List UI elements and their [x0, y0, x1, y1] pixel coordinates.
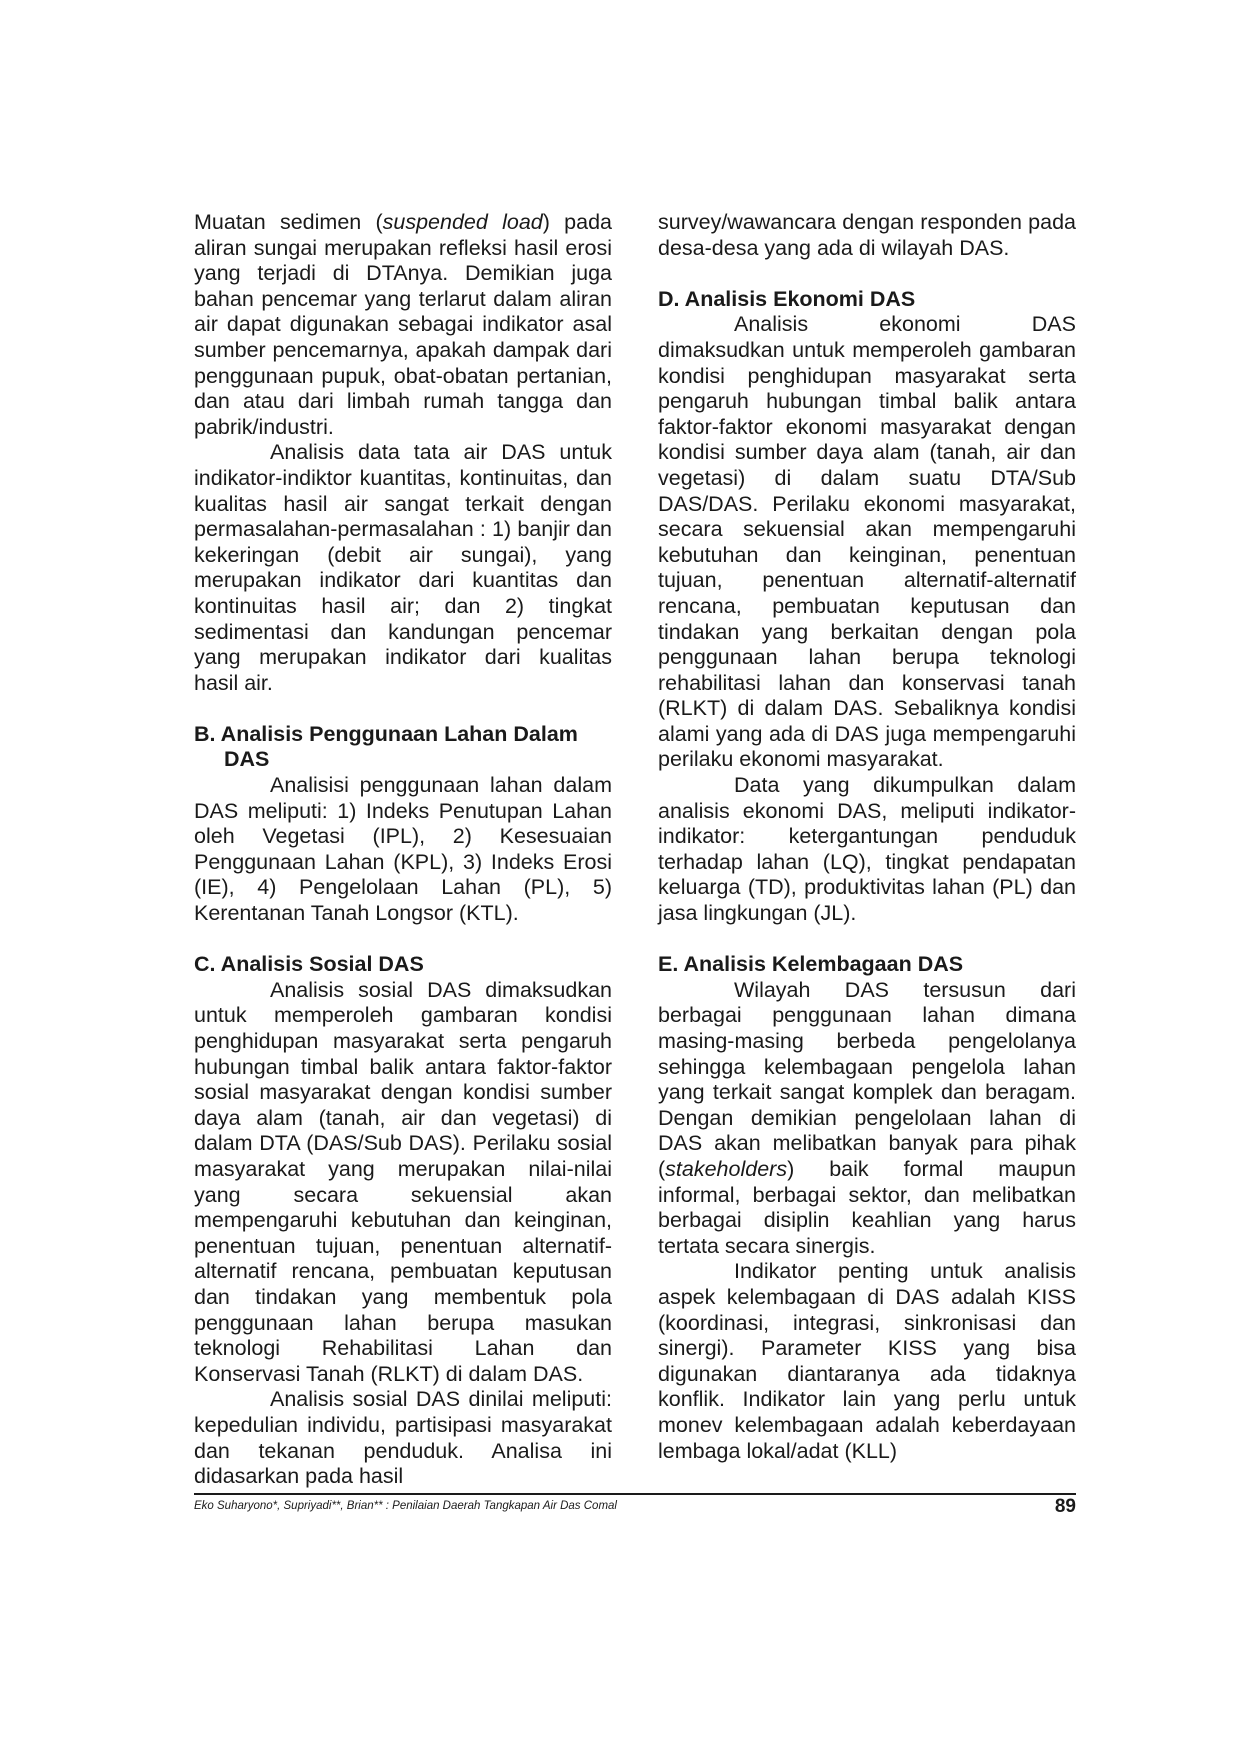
paragraph-data-ekonomi: Data yang dikumpulkan dalam analisis ekonomi DAS, meliputi indikator-indikator: ketergantungan penduduk terhadap lahan (LQ), tingkat pendapatan keluarga (TD), produktivitas lahan (PL) dan jasa lingkungan (JL). [658, 773, 1076, 926]
paragraph-ekonomi-das: Analisis ekonomi DAS dimaksudkan untuk memperoleh gambaran kondisi penghidupan masyarakat serta pengaruh hubungan timbal balik antara faktor-faktor ekonomi masyarakat dengan kondisi sumber daya alam (tanah, air dan vegetasi) di dalam suatu DTA/Sub DAS/DAS. Perilaku ekonomi masyarakat, secara sekuensial akan mempengaruhi kebutuhan dan keinginan, penentuan tujuan, penentuan alternatif-alternatif rencana, pembuatan keputusan dan tindakan yang berkaitan dengan pola penggunaan lahan berupa teknologi rehabilitasi lahan dan konservasi tanah (RLKT) di dalam DAS. Sebaliknya kondisi alami yang ada di DAS juga mempengaruhi perilaku ekonomi masyarakat. [658, 312, 1076, 772]
section-heading-c: C. Analisis Sosial DAS [194, 952, 424, 977]
section-heading-e: E. Analisis Kelembagaan DAS [658, 952, 964, 977]
paragraph-survey: survey/wawancara dengan responden pada desa-desa yang ada di wilayah DAS. [658, 210, 1076, 260]
page-number: 89 [1054, 1496, 1076, 1517]
paragraph-text: Wilayah DAS tersusun dari berbagai penggunaan lahan dimana masing-masing berbeda pengelolanya sehingga kelembagaan pengelola lahan yang terkait sangat komplek dan beragam. Dengan demikian pengelolaan lahan di DAS akan melibatkan banyak para pihak ( [658, 977, 1076, 1181]
paragraph-kiss: Indikator penting untuk analisis aspek kelembagaan di DAS adalah KISS (koordinasi, integrasi, sinkronisasi dan sinergi). Parameter KISS yang bisa digunakan diantaranya ada tidaknya konflik. Indikator lain yang perlu untuk monev kelembagaan adalah keberdayaan lembaga lokal/adat (KLL) [658, 1259, 1076, 1463]
section-heading-d: D. Analisis Ekonomi DAS [658, 286, 916, 311]
paragraph-sosial-das: Analisis sosial DAS dimaksudkan untuk memperoleh gambaran kondisi penghidupan masyarakat serta pengaruh hubungan timbal balik antara faktor-faktor sosial masyarakat dengan kondisi sumber daya alam (tanah, air dan vegetasi) di dalam DTA (DAS/Sub DAS). Perilaku sosial masyarakat yang merupakan nilai-nilai yang secara sekuensial akan mempengaruhi kebutuhan dan keinginan, penentuan tujuan, penentuan alternatif-alternatif rencana, pembuatan keputusan dan tindakan yang membentuk pola penggunaan lahan berupa masukan teknologi Rehabilitasi Lahan dan Konservasi Tanah (RLKT) di dalam DAS. [194, 977, 612, 1386]
paragraph-text: ) pada aliran sungai merupakan refleksi hasil erosi yang terjadi di DTAnya. Demikian juga bahan pencemar yang terlarut dalam aliran air dapat digunakan sebagai indikator asal sumber pencemarnya, apakah dampak dari penggunaan pupuk, obat-obatan pertanian, dan atau dari limbah rumah tangga dan pabrik/industri. [194, 210, 612, 439]
italic-term: suspended load [382, 210, 543, 234]
section-heading-b: B. Analisis Penggunaan Lahan Dalam DAS [194, 721, 578, 772]
paragraph-sosial-dinilai: Analisis sosial DAS dinilai meliputi: kepedulian individu, partisipasi masyarakat dan tekanan penduduk. Analisa ini didasarkan pada hasil [194, 1387, 612, 1489]
running-footer: Eko Suharyono*, Supriyadi**, Brian** : Penilaian Daerah Tangkapan Air Das Comal [194, 1500, 617, 1512]
paragraph-penggunaan-lahan: Analisisi penggunaan lahan dalam DAS meliputi: 1) Indeks Penutupan Lahan oleh Vegetasi (IPL), 2) Kesesuaian Penggunaan Lahan (KPL), 3) Indeks Erosi (IE), 4) Pengelolaan Lahan (PL), 5) Kerentanan Tanah Longsor (KTL). [194, 773, 612, 926]
paragraph-tata-air: Analisis data tata air DAS untuk indikator-indiktor kuantitas, kontinuitas, dan kualitas hasil air sangat terkait dengan permasalahan-permasalahan : 1) banjir dan kekeringan (debit air sungai), yang merupakan indikator dari kuantitas dan kontinuitas hasil air; dan 2) tingkat sedimentasi dan kandungan pencemar yang merupakan indikator dari kualitas hasil air. [194, 440, 612, 695]
right-column [658, 210, 1076, 1464]
paragraph-kelembagaan [658, 978, 1076, 1260]
paragraph-suspended-load [194, 210, 612, 440]
left-column [194, 210, 612, 1490]
footer-rule [194, 1493, 1076, 1495]
italic-term: stakeholders [665, 1156, 788, 1181]
paragraph-text: Muatan sedimen ( [194, 210, 383, 234]
paragraph-text: ) baik formal maupun informal, berbagai sektor, dan melibatkan berbagai disiplin keahlian yang harus tertata secara sinergis. [658, 1156, 1076, 1258]
